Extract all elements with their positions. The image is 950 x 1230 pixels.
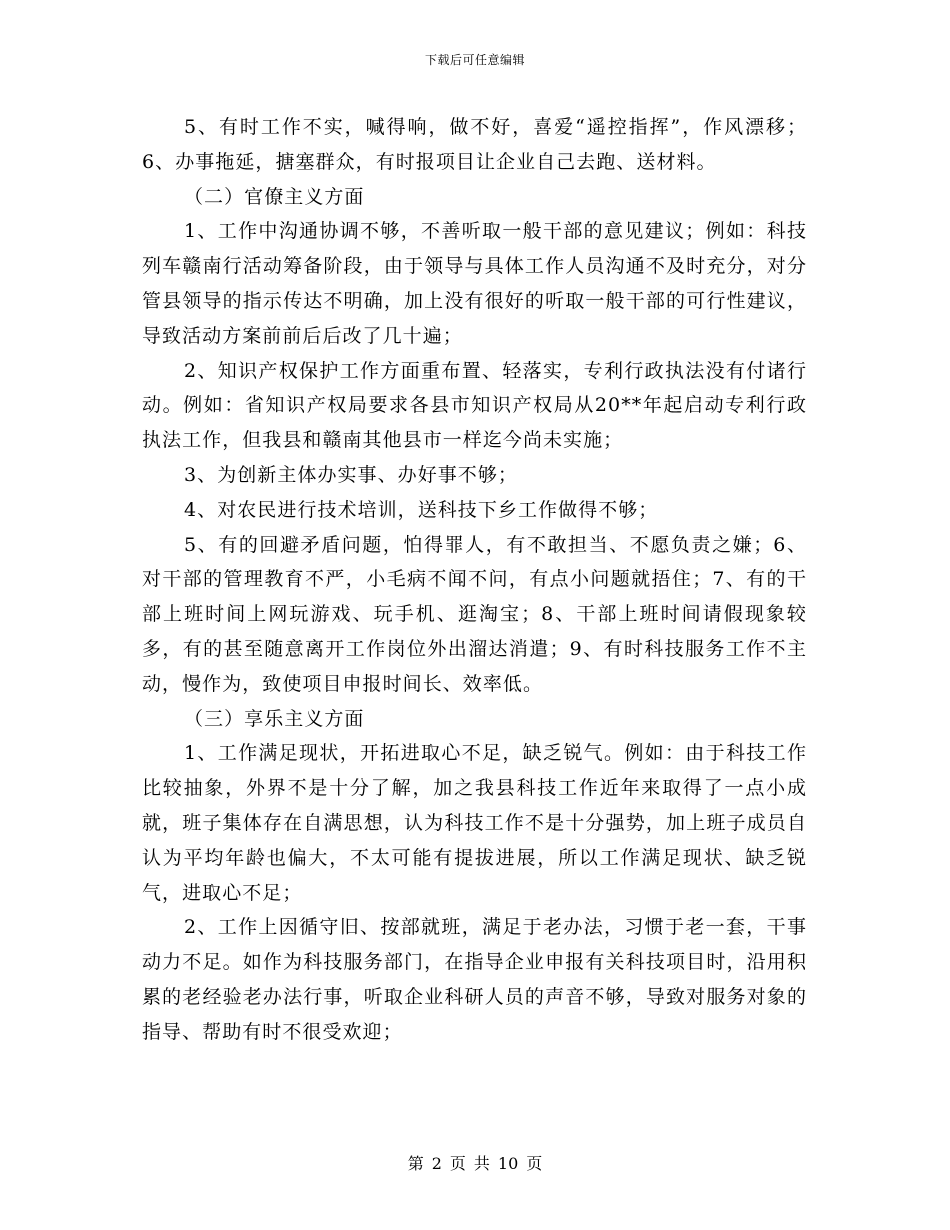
section-heading-hedonism: （三）享乐主义方面 [184, 707, 365, 730]
paragraph-farmer-training: 4、对农民进行技术培训，送科技下乡工作做得不够； [184, 498, 659, 521]
paragraph-communication: 1、工作中沟通协调不够，不善听取一般干部的意见建议；例如：科技列车赣南行活动筹备阶段，由于领导与具体工作人员沟通不及时充分，对分管县领导的指示传达不明确，加上没有很好的听取一般干部的可行性建议，导致活动方案前前后后改了几十遍； [142, 220, 807, 347]
page-header: 下载后可任意编辑 [424, 53, 525, 67]
paragraph-conservatism: 2、工作上因循守旧、按部就班，满足于老办法，习惯于老一套，干事动力不足。如作为科技服务部门，在指导企业申报有关科技项目时，沿用积累的老经验老办法行事，听取企业科研人员的声音不够，导致对服务对象的指导、帮助有时不很受欢迎； [142, 916, 807, 1043]
footer-prefix: 第 [407, 1154, 424, 1173]
paragraph-innovation: 3、为创新主体办实事、办好事不够； [184, 463, 518, 486]
page-footer [0, 1154, 950, 1174]
footer-total-label: 共 [473, 1154, 490, 1173]
document-body [142, 110, 807, 1050]
paragraph-complacency: 1、工作满足现状，开拓进取心不足，缺乏锐气。例如：由于科技工作比较抽象，外界不是十分了解，加之我县科技工作近年来取得了一点小成就，班子集体存在自满思想，认为科技工作不是十分强势，加上班子成员自认为平均年龄也偏大，不太可能有提拔进展，所以工作满足现状、缺乏锐气，进取心不足； [142, 742, 807, 904]
paragraph-ip-protection: 2、知识产权保护工作方面重布置、轻落实，专利行政执法没有付诸行动。例如：省知识产权局要求各县市知识产权局从20**年起启动专利行政执法工作，但我县和赣南其他县市一样迄今尚未实施； [142, 359, 807, 452]
footer-page-number: 2 [431, 1154, 442, 1173]
section-heading-bureaucratism: （二）官僚主义方面 [184, 185, 365, 208]
paragraph-avoid-conflicts: 5、有的回避矛盾问题，怕得罪人，有不敢担当、不愿负责之嫌；6、对干部的管理教育不严，小毛病不闻不问，有点小问题就捂住；7、有的干部上班时间上网玩游戏、玩手机、逛淘宝；8、干部上班时间请假现象较多，有的甚至随意离开工作岗位外出溜达消遣；9、有时科技服务工作不主动，慢作为，致使项目申报时间长、效率低。 [142, 533, 807, 695]
paragraph-item5-6: 5、有时工作不实，喊得响，做不好，喜爱“遥控指挥”，作风漂移；6、办事拖延，搪塞群众，有时报项目让企业自己去跑、送材料。 [142, 116, 807, 173]
footer-total-pages: 10 [497, 1154, 519, 1173]
footer-page-label: 页 [449, 1154, 466, 1173]
footer-suffix: 页 [526, 1154, 543, 1173]
